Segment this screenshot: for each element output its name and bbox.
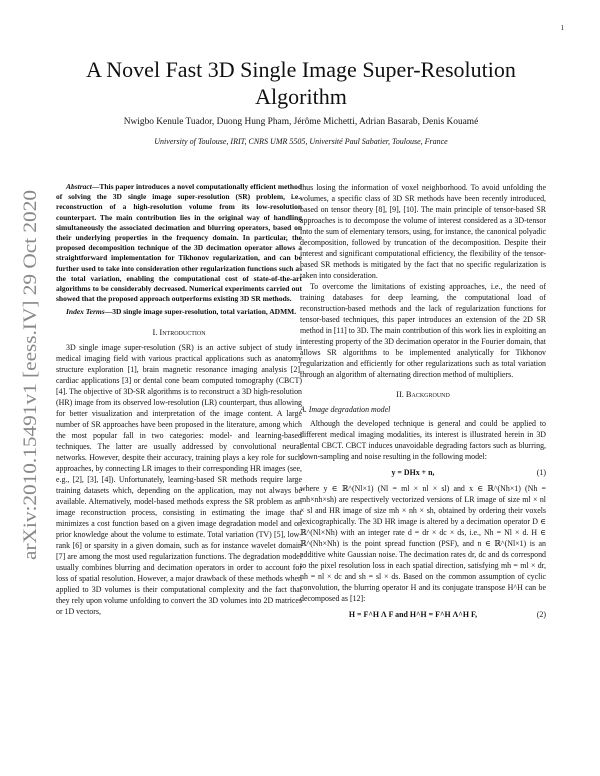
index-terms bbox=[56, 307, 302, 317]
index-terms-text: —3D single image super-resolution, total variation, ADMM. bbox=[104, 307, 297, 317]
abstract-text: —This paper introduces a novel computationally efficient method of solving the 3D single image super-resolution (SR) problem, i.e., reconstruction of a high-resolution volume from its low-resolution counterpart. The main contribution lies in the original way of handling simultaneously the associated decimation and blurring operators, based on their underlying properties in the frequency domain. In particular, the proposed decomposition technique of the 3D decimation operator allows a straightforward implementation for Tikhonov regularization, and can be further used to take into consideration other regularization functions such as the total variation, enabling the computational cost of state-of-the-art algorithms to be considerably decreased. Numerical experiments carried out showed that the proposed approach outperforms existing 3D SR methods. bbox=[56, 182, 302, 304]
equation-1-formula: y = DHx + n, bbox=[391, 468, 435, 477]
affiliation: University of Toulouse, IRIT, CNRS UMR 5505, Université Paul Sabatier, Toulouse, France bbox=[154, 137, 448, 146]
arxiv-stamp-text: arXiv:2010.15491v1 [eess.IV] 29 Oct 2020 bbox=[20, 229, 41, 560]
paper-title: A Novel Fast 3D Single Image Super-Resolution Algorithm bbox=[86, 57, 516, 109]
arxiv-stamp bbox=[8, 188, 48, 560]
subsection-heading: A. Image degradation model bbox=[300, 405, 391, 414]
equation-2-formula: H = F^H Λ F and H^H = F^H Λ^H F, bbox=[348, 610, 478, 619]
equation-1 bbox=[300, 467, 546, 478]
equation-2-number: (2) bbox=[536, 610, 546, 619]
equation-1-number: (1) bbox=[536, 468, 546, 477]
section-heading-introduction: I. Introduction bbox=[152, 327, 206, 337]
body-paragraph-4: where y ∈ ℝ^(Nl×1) (Nl = ml × nl × sl) and x ∈ ℝ^(Nh×1) (Nh = mh×nh×sh) are respectively vectorized versions of LR image of size ml × nl × sl and HR image of size mh × nh × sh, obtained by ordering their voxels lexicographically. The 3D HR image is altered by a decimation operator D ∈ ℝ^(Nl×Nh) with an integer rate d = dr × dc × ds, i.e., Nh = Nl × d. H ∈ ℝ^(Nh×Nh) is the point spread function (PSF), and n ∈ ℝ^(Nl×1) is an additive white Gaussian noise. The decimation rates dr, dc and ds correspond to the pixel resolution loss in each spatial direction, satisfying mh = ml × dr, nh = nl × dc and sh = sl × ds. Based on the common assumption of cyclic convolution, the blurring operator H and its conjugate transpose H^H can be decomposed as [12]: bbox=[300, 484, 546, 603]
body-paragraph-1: thus losing the information of voxel neighborhood. To avoid unfolding the volumes, a specific class of 3D SR methods have been recently introduced, based on tensor theory [8], [9], [10]. The main principle of tensor-based SR approaches is to decompose the volume of interest considered as a 3D-tensor into the sum of elementary tensors, using, for instance, the canonical polyadic decomposition, followed by truncation of the decomposition. Despite their interest and significant computational efficiency, the flexibility of the tensor-based SR methods is mitigated by the fact that no specific regularization is taken into consideration. bbox=[300, 183, 546, 280]
page-number: 1 bbox=[560, 24, 564, 32]
section-heading-background: II. Background bbox=[396, 390, 450, 399]
abstract-label: Abstract bbox=[66, 182, 92, 191]
left-column bbox=[56, 182, 302, 617]
index-terms-label: Index Terms bbox=[66, 307, 105, 317]
author-list: Nwigbo Kenule Tuador, Duong Hung Pham, Jérôme Michetti, Adrian Basarab, Denis Kouamé bbox=[123, 117, 479, 127]
body-paragraph-2: To overcome the limitations of existing approaches, i.e., the need of training databases for deep learning, the computational load of reconstruction-based methods and the lack of regularization functions for tensor-based techniques, this paper introduces an extension of the 2D SR method in [11] to 3D. The main contribution of this work lies in exploiting an interesting property of the 3D decimation operator in the Fourier domain, that allows SR algorithms to be implemented analytically for Tikhonov regularization and efficiently for other regularizations such as total variation through an algorithm of alternating direction method of multipliers. bbox=[300, 282, 546, 379]
equation-2 bbox=[300, 609, 546, 620]
body-paragraph-3: Although the developed technique is general and could be applied to different medical imaging modalities, its interest is illustrated herein in 3D dental CBCT. CBCT induces unavoidable degrading factors such as blurring, down-sampling and noise resulting in the following model: bbox=[300, 419, 546, 461]
abstract bbox=[56, 182, 302, 304]
right-column bbox=[300, 182, 546, 625]
intro-paragraph: 3D single image super-resolution (SR) is an active subject of study in medical imaging field with various practical applications such as anatomy structure exploration [1], brain magnetic resonance imaging analysis [2], cardiac applications [3] or dental cone beam computed tomography (CBCT) [4]. The objective of 3D-SR algorithms is to reconstruct a 3D high-resolution (HR) image from its observed low-resolution (LR) counterpart, thus allowing for better visualization and interpretation of the image content. A large number of SR approaches have been proposed in the literature, among which the most popular fall in two categories: model- and learning-based techniques. The latter are usually addressed by convolutional neural networks. However, despite their accuracy, training plays a key role for such approaches, by connecting LR images to their corresponding HR images (see, e.g., [2], [3], [4]). Unfortunately, learning-based SR methods require large training datasets which, depending on the application, may not always be available. Alternatively, model-based methods express the SR problem as an image reconstruction process, consisting in estimating the image that minimizes a cost function based on a given image degradation model and on prior knowledge about the volume to estimate. Total variation (TV) [5], low-rank [6] or sparsity in a given domain, such as for instance wavelet domain [7] are among the most used regularization functions. The degradation model usually combines blurring and decimation operators in order to account for loss of spatial resolution. However, a major drawback of these methods when applied to 3D volumes is their computational complexity and the fact that they rely upon volume unfolding to convert the 3D volumes into 2D matrices or 1D vectors, bbox=[56, 342, 302, 616]
